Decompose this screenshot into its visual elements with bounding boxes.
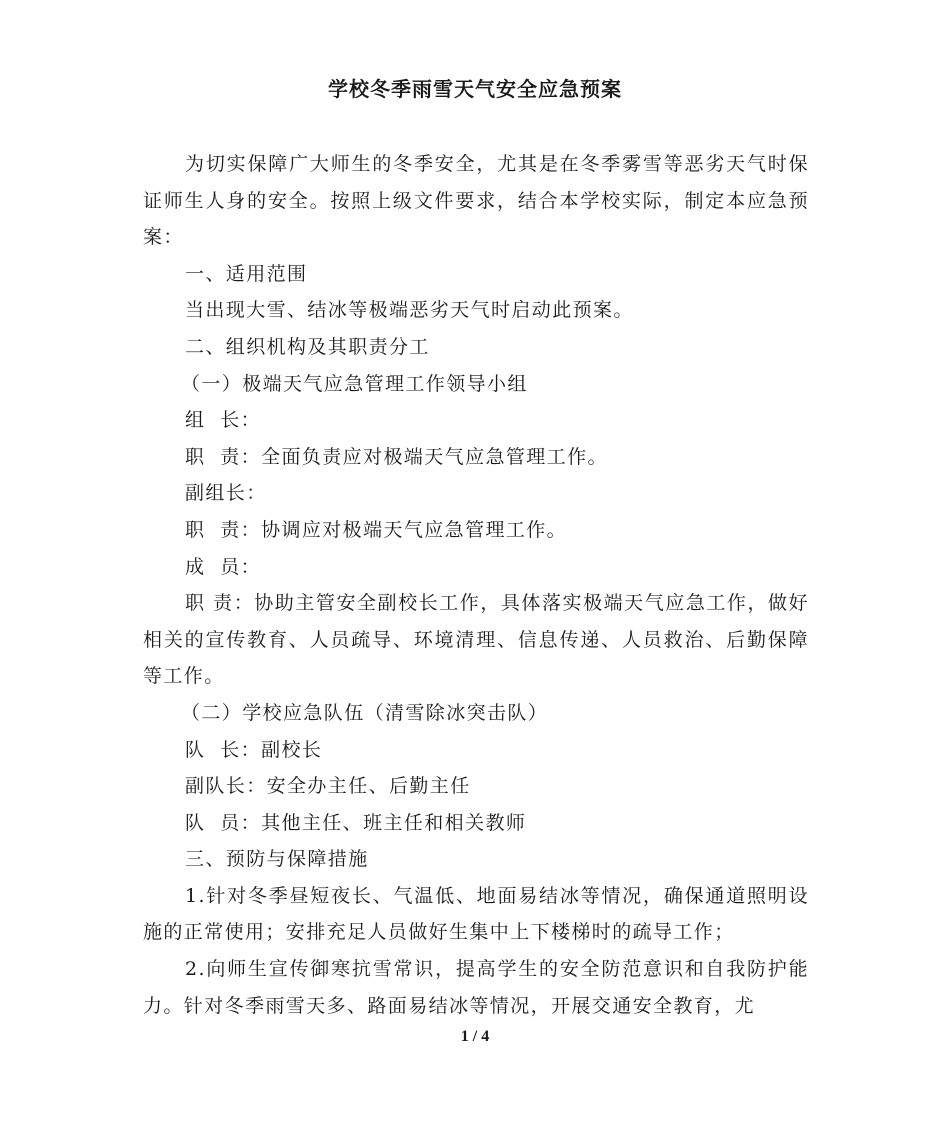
line-team-captain: 队 长：副校长 (185, 738, 323, 761)
paragraph-intro: 为切实保障广大师生的冬季安全，尤其是在冬季雾雪等恶劣天气时保证师生人身的安全。按照上级文件要求，结合本学校实际，制定本应急预案： (143, 153, 809, 249)
heading-scope: 一、适用范围 (185, 262, 308, 285)
line-team-members: 队 员：其他主任、班主任和相关教师 (185, 811, 527, 834)
page-number: 1 / 4 (460, 1028, 490, 1045)
line-deputy-captain: 副队长：安全办主任、后勤主任 (185, 775, 471, 798)
line-deputy-leader: 副组长： (185, 482, 267, 505)
line-deputy-leader-duty: 职 责：协调应对极端天气应急管理工作。 (185, 518, 568, 541)
heading-prevention: 三、预防与保障措施 (185, 848, 369, 871)
paragraph-measure-2: 2.向师生宣传御寒抗雪常识，提高学生的安全防范意识和自我防护能力。针对冬季雨雪天多、路面易结冰等情况，开展交通安全教育，尤 (143, 958, 809, 1017)
line-group-leader-duty: 职 责：全面负责应对极端天气应急管理工作。 (185, 445, 608, 468)
paragraph-measure-1: 1.针对冬季昼短夜长、气温低、地面易结冰等情况，确保通道照明设施的正常使用；安排充足人员做好生集中上下楼梯时的疏导工作； (143, 884, 809, 944)
subheading-emergency-team: （二）学校应急队伍（清雪除冰突击队） (181, 701, 549, 724)
paragraph-members-duty: 职 责：协助主管安全副校长工作，具体落实极端天气应急工作，做好相关的宣传教育、人员疏导、环境清理、信息传递、人员救治、后勤保障等工作。 (143, 592, 809, 688)
paragraph-scope: 当出现大雪、结冰等极端恶劣天气时启动此预案。 (185, 299, 634, 322)
line-group-leader: 组 长： (185, 409, 262, 432)
document-title: 学校冬季雨雪天气安全应急预案 (328, 77, 622, 101)
document-body (143, 146, 809, 1024)
line-members: 成 员： (185, 555, 262, 578)
heading-organization: 二、组织机构及其职责分工 (185, 335, 430, 358)
subheading-leadership-group: （一）极端天气应急管理工作领导小组 (181, 372, 528, 395)
